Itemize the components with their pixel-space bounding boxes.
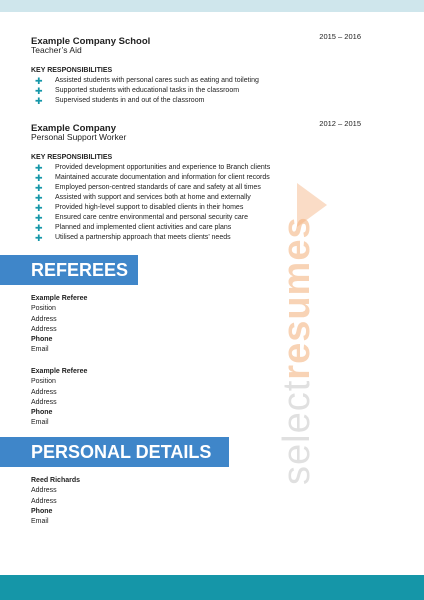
watermark-logo bbox=[276, 216, 318, 485]
job-company: Example Company bbox=[31, 123, 116, 134]
list-item: ✚ Supervised students in and out of the classroom bbox=[35, 96, 205, 106]
plus-bullet-icon: ✚ bbox=[35, 76, 43, 86]
referee-name: Example Referee bbox=[31, 295, 88, 302]
referee-position: Position bbox=[31, 305, 56, 313]
referee-address: Address bbox=[31, 398, 57, 406]
job-company: Example Company School bbox=[31, 36, 151, 47]
person-address: Address bbox=[31, 487, 57, 495]
list-item: ✚ Provided high-level support to disabled clients in their homes bbox=[35, 203, 244, 213]
plus-bullet-icon: ✚ bbox=[35, 213, 43, 223]
plus-bullet-icon: ✚ bbox=[35, 86, 43, 96]
person-name: Reed Richards bbox=[31, 477, 81, 484]
person-email: Email bbox=[31, 518, 49, 526]
job-entry bbox=[31, 118, 361, 243]
responsibilities-list bbox=[31, 163, 361, 243]
responsibilities-list bbox=[31, 76, 361, 106]
list-item: ✚ Assisted students with personal cares such as eating and toileting bbox=[35, 76, 259, 86]
watermark-part1: select bbox=[276, 379, 318, 485]
watermark-part2: resumes bbox=[276, 216, 318, 380]
plus-bullet-icon: ✚ bbox=[35, 233, 43, 243]
plus-bullet-icon: ✚ bbox=[35, 173, 43, 183]
job-entry bbox=[31, 31, 361, 106]
job-role: Teacher’s Aid bbox=[31, 45, 82, 55]
referee-phone: Phone bbox=[31, 409, 53, 417]
plus-bullet-icon: ✚ bbox=[35, 183, 43, 193]
section-heading-personal-details: PERSONAL DETAILS bbox=[0, 437, 229, 467]
list-item: ✚ Supported students with educational tasks in the classroom bbox=[35, 86, 240, 96]
person-phone: Phone bbox=[31, 507, 53, 515]
referee-address: Address bbox=[31, 388, 57, 396]
list-item: ✚ Utilised a partnership approach that meets clients’ needs bbox=[35, 233, 231, 243]
list-item: ✚ Maintained accurate documentation and information for client records bbox=[35, 173, 270, 183]
list-item: ✚ Assisted with support and services both at home and externally bbox=[35, 193, 251, 203]
list-item: ✚ Provided development opportunities and experience to Branch clients bbox=[35, 163, 271, 173]
referee-entry bbox=[31, 294, 87, 356]
responsibilities-heading: KEY RESPONSIBILITIES bbox=[31, 154, 113, 161]
referee-name: Example Referee bbox=[31, 368, 88, 375]
top-band bbox=[0, 0, 424, 12]
personal-details bbox=[31, 476, 80, 527]
job-dates: 2012 – 2015 bbox=[319, 119, 361, 128]
person-address: Address bbox=[31, 497, 57, 505]
referee-position: Position bbox=[31, 378, 56, 386]
referee-address: Address bbox=[31, 315, 57, 323]
list-item: ✚ Planned and implemented client activities and care plans bbox=[35, 223, 232, 233]
responsibilities-heading: KEY RESPONSIBILITIES bbox=[31, 67, 113, 74]
list-item: ✚ Ensured care centre environmental and personal security care bbox=[35, 213, 248, 223]
bottom-band bbox=[0, 575, 424, 600]
plus-bullet-icon: ✚ bbox=[35, 223, 43, 233]
referee-entry bbox=[31, 367, 87, 429]
referee-address: Address bbox=[31, 325, 57, 333]
referee-phone: Phone bbox=[31, 336, 53, 344]
plus-bullet-icon: ✚ bbox=[35, 203, 43, 213]
section-heading-referees: REFEREES bbox=[0, 255, 138, 285]
referee-email: Email bbox=[31, 419, 49, 427]
plus-bullet-icon: ✚ bbox=[35, 193, 43, 203]
plus-bullet-icon: ✚ bbox=[35, 96, 43, 106]
job-dates: 2015 – 2016 bbox=[319, 32, 361, 41]
plus-bullet-icon: ✚ bbox=[35, 163, 43, 173]
job-role: Personal Support Worker bbox=[31, 132, 127, 142]
list-item: ✚ Employed person-centred standards of care and safety at all times bbox=[35, 183, 261, 193]
referee-email: Email bbox=[31, 346, 49, 354]
